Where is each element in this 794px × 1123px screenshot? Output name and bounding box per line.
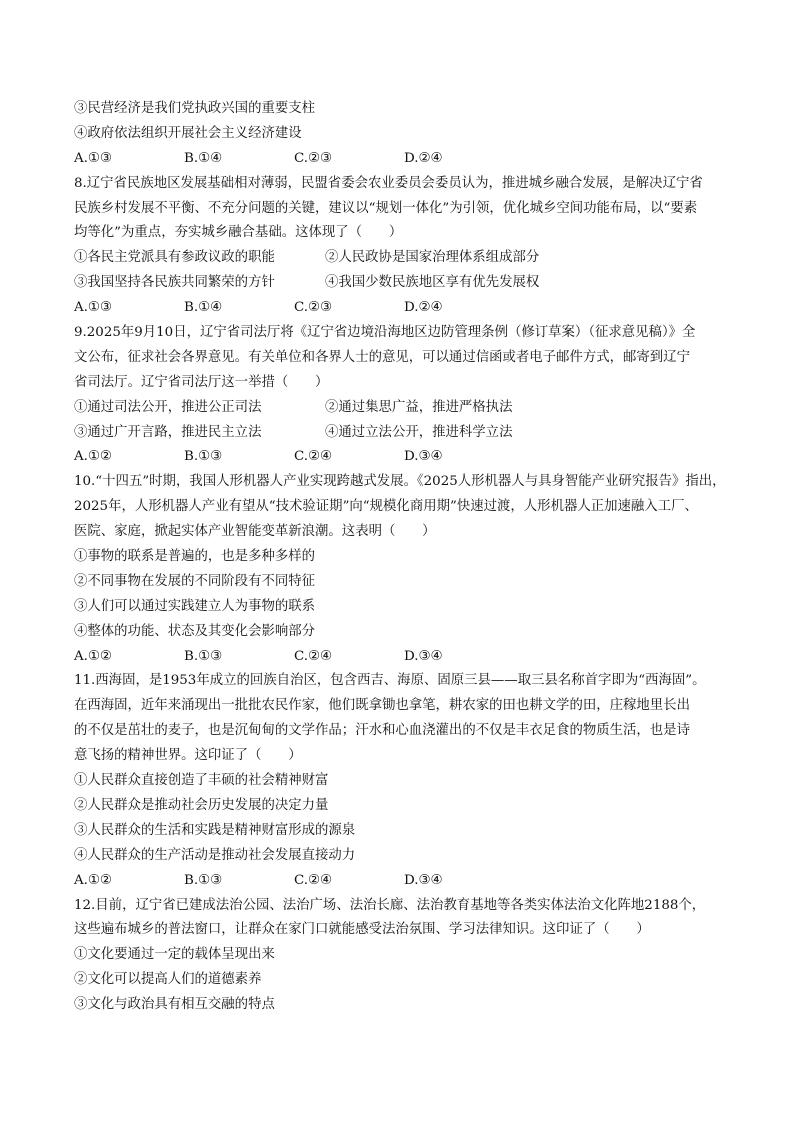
question-7 xyxy=(74,97,726,172)
q7-choice-c[interactable]: C.②③ xyxy=(294,150,333,166)
q12-item-1: ①文化要通过一定的载体呈现出来 xyxy=(74,947,275,963)
q8-choice-b[interactable]: B.①④ xyxy=(184,300,223,316)
q11-stem-line: 在西海固，近年来涌现出一批批农民作家，他们既拿锄也拿笔，耕农家的田也耕文学的田，庄稼地里长出 xyxy=(74,698,690,714)
q7-item-3: ③民营经济是我们党执政兴国的重要支柱 xyxy=(74,101,316,116)
q9-item-4: ④通过立法公开，推进科学立法 xyxy=(325,424,513,440)
q8-choice-c[interactable]: C.②③ xyxy=(294,300,333,316)
q10-choice-c[interactable]: C.②④ xyxy=(294,648,333,664)
q9-choice-a[interactable]: A.①② xyxy=(74,449,112,465)
q10-item-1: ①事物的联系是普遍的，也是多种多样的 xyxy=(74,549,316,565)
q8-choice-d[interactable]: D.②④ xyxy=(404,300,443,316)
q8-item-4: ④我国少数民族地区享有优先发展权 xyxy=(325,275,540,291)
q11-choice-b[interactable]: B.①③ xyxy=(184,872,223,888)
q9-choice-d[interactable]: D.③④ xyxy=(404,449,443,465)
q9-item-1: ①通过司法公开，推进公正司法 xyxy=(74,399,262,415)
q8-items-row xyxy=(74,271,726,296)
question-11 xyxy=(74,669,726,893)
q11-choice-d[interactable]: D.③④ xyxy=(404,872,443,888)
q7-choice-d[interactable]: D.②④ xyxy=(404,150,443,166)
q11-choices xyxy=(74,869,726,894)
q8-item-1: ①各民主党派具有参政议政的职能 xyxy=(74,250,275,266)
q11-choice-a[interactable]: A.①② xyxy=(74,872,112,888)
q10-item-4: ④整体的功能、状态及其变化会影响部分 xyxy=(74,623,316,639)
q12-item-2: ②文化可以提高人们的道德素养 xyxy=(74,972,262,988)
q9-stem-line: 文公布，征求社会各界意见。有关单位和各界人士的意见，可以通过信函或者电子邮件方式，邮寄到辽宁 xyxy=(74,349,690,365)
question-12 xyxy=(74,894,726,1018)
q9-item-3: ③通过广开言路，推进民主立法 xyxy=(74,424,262,440)
q12-stem-line: 这些遍布城乡的普法窗口，让群众在家门口就能感受法治氛围、学习法律知识。这印证了（ ） xyxy=(74,922,650,938)
q10-choices xyxy=(74,645,726,670)
q8-item-2: ②人民政协是国家治理体系组成部分 xyxy=(325,250,540,266)
q10-stem-line: 10.“十四五”时期，我国人形机器人产业实现跨越式发展。《2025人形机器人与具身智能产业研究报告》指出， xyxy=(74,474,726,490)
question-10 xyxy=(74,470,726,669)
q9-stem-line: 9.2025年9月10日，辽宁省司法厅将《辽宁省边境沿海地区边防管理条例（修订草案）（征求意见稿）》全 xyxy=(74,325,696,341)
q8-item-3: ③我国坚持各民族共同繁荣的方针 xyxy=(74,275,275,291)
q11-stem-line: 的不仅是茁壮的麦子，也是沉甸甸的文学作品；汗水和心血浇灌出的不仅是丰衣足食的物质生活，也是诗 xyxy=(74,723,690,739)
q8-stem-line: 均等化”为重点，夯实城乡融合基础。这体现了（ ） xyxy=(74,225,403,241)
q8-items-row xyxy=(74,246,726,271)
q10-stem-line: 医院、家庭，掀起实体产业智能变革新浪潮。这表明（ ） xyxy=(74,524,436,540)
q9-stem-line: 省司法厅。辽宁省司法厅这一举措（ ） xyxy=(74,374,329,390)
q9-items-row xyxy=(74,421,726,446)
q12-stem-line: 12.目前，辽宁省已建成法治公园、法治广场、法治长廊、法治教育基地等各类实体法治文化阵地2188个， xyxy=(74,897,706,913)
q11-item-3: ③人民群众的生活和实践是精神财富形成的源泉 xyxy=(74,822,356,838)
q7-choice-a[interactable]: A.①③ xyxy=(74,150,112,166)
q10-item-3: ③人们可以通过实践建立人为事物的联系 xyxy=(74,598,316,614)
q9-item-2: ②通过集思广益，推进严格执法 xyxy=(325,399,513,415)
q11-item-4: ④人民群众的生产活动是推动社会发展直接动力 xyxy=(74,847,356,863)
q10-choice-d[interactable]: D.③④ xyxy=(404,648,443,664)
q10-choice-b[interactable]: B.①③ xyxy=(184,648,223,664)
q11-stem-line: 意飞扬的精神世界。这印证了（ ） xyxy=(74,748,302,764)
q12-item-3: ③文化与政治具有相互交融的特点 xyxy=(74,997,275,1013)
question-content xyxy=(74,97,726,1018)
q10-item-2: ②不同事物在发展的不同阶段有不同特征 xyxy=(74,573,316,589)
question-8 xyxy=(74,172,726,321)
q8-stem-line: 民族乡村发展不平衡、不充分问题的关键，建议以“规划一体化”为引领，优化城乡空间功能布局，以“要素 xyxy=(74,200,698,216)
q9-choice-b[interactable]: B.①③ xyxy=(184,449,223,465)
q9-choices xyxy=(74,445,726,470)
q8-choice-a[interactable]: A.①③ xyxy=(74,300,112,316)
q7-choices xyxy=(74,147,726,172)
q10-stem-line: 2025年，人形机器人产业有望从“技术验证期”向“规模化商用期”快速过渡，人形机器人正加速融入工厂、 xyxy=(74,499,698,515)
q11-stem-line: 11.西海固，是1953年成立的回族自治区，包含西吉、海原、固原三县——取三县名称首字即为“西海固”。 xyxy=(74,673,706,689)
q11-item-1: ①人民群众直接创造了丰硕的社会精神财富 xyxy=(74,773,329,789)
q8-choices xyxy=(74,296,726,321)
q7-choice-b[interactable]: B.①④ xyxy=(184,150,223,166)
q7-item-4: ④政府依法组织开展社会主义经济建设 xyxy=(74,125,302,141)
q8-stem-line: 8.辽宁省民族地区发展基础相对薄弱，民盟省委会农业委员会委员认为，推进城乡融合发展，是解决辽宁省 xyxy=(74,175,703,191)
q11-item-2: ②人民群众是推动社会历史发展的决定力量 xyxy=(74,797,329,813)
q9-choice-c[interactable]: C.②④ xyxy=(294,449,333,465)
question-9 xyxy=(74,321,726,470)
q10-choice-a[interactable]: A.①② xyxy=(74,648,112,664)
q11-choice-c[interactable]: C.②④ xyxy=(294,872,333,888)
q9-items-row xyxy=(74,396,726,421)
